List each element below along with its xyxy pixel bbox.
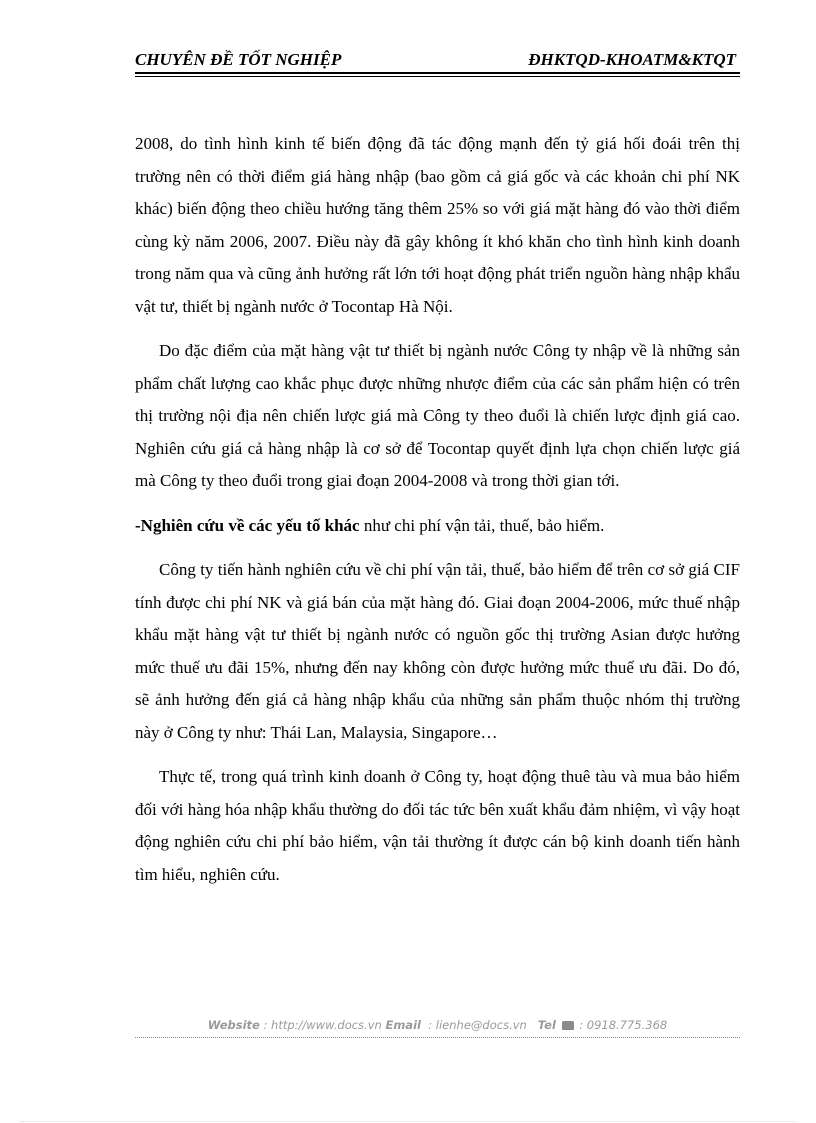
document-body xyxy=(135,128,740,891)
header-title: CHUYÊN ĐỀ TỐT NGHIỆP xyxy=(135,50,342,69)
paragraph-3 xyxy=(135,510,740,543)
footer-website-label: Website xyxy=(207,1018,260,1032)
paragraph-1: 2008, do tình hình kinh tế biến động đã tác động mạnh đến tỷ giá hối đoái trên thị trường nên có thời điểm giá hàng nhập (bao gồm cả giá gốc và các khoản chi phí NK khác) biến động theo chiều hướng tăng thêm 25% so với giá mặt hàng đó vào thời điểm cùng kỳ năm 2006, 2007. Điều này đã gây không ít khó khăn cho tình hình kinh doanh trong năm qua và cũng ảnh hưởng rất lớn tới hoạt động phát triển nguồn hàng nhập khẩu vật tư, thiết bị ngành nước ở Tocontap Hà Nội. xyxy=(135,134,740,316)
paragraph-3-text: như chi phí vận tải, thuế, bảo hiểm. xyxy=(359,515,605,535)
page-footer xyxy=(135,1018,740,1032)
footer-email-sep: : xyxy=(424,1018,436,1032)
page-bottom-border xyxy=(20,1121,796,1122)
page-header xyxy=(135,50,740,72)
header-institution: ĐHKTQD-KHOATM&KTQT xyxy=(528,50,736,69)
footer-tel-label: Tel xyxy=(537,1018,556,1032)
header-rule-thick xyxy=(135,72,740,74)
footer-tel-number: 0918.775.368 xyxy=(586,1018,668,1032)
footer-email-link[interactable]: lienhe@docs.vn xyxy=(435,1018,527,1032)
footer-website-link[interactable]: http://www.docs.vn xyxy=(271,1018,382,1032)
footer-website-sep: : xyxy=(259,1018,272,1032)
footer-tel-sep: : xyxy=(575,1018,587,1032)
header-rule-thin xyxy=(135,76,740,77)
paragraph-5: Thực tế, trong quá trình kinh doanh ở Công ty, hoạt động thuê tàu và mua bảo hiểm đối với hàng hóa nhập khẩu thường do đối tác tức bên xuất khẩu đảm nhiệm, vì vậy hoạt động nghiên cứu chi phí bảo hiểm, vận tải thường ít được cán bộ kinh doanh tiến hành tìm hiểu, nghiên cứu. xyxy=(135,767,740,884)
paragraph-2: Do đặc điểm của mặt hàng vật tư thiết bị ngành nước Công ty nhập về là những sản phẩm chất lượng cao khắc phục được những nhược điểm của các sản phẩm hiện có trên thị trường nội địa nên chiến lược giá mà Công ty theo đuổi là chiến lược định giá cao. Nghiên cứu giá cả hàng nhập là cơ sở để Tocontap quyết định lựa chọn chiến lược giá mà Công ty theo đuổi trong giai đoạn 2004-2008 và trong thời gian tới. xyxy=(135,341,740,490)
phone-icon xyxy=(562,1021,574,1030)
footer-email-label: Email xyxy=(385,1018,421,1032)
footer-rule xyxy=(135,1037,740,1038)
paragraph-3-heading: -Nghiên cứu về các yếu tố khác xyxy=(135,515,360,535)
paragraph-4: Công ty tiến hành nghiên cứu về chi phí vận tải, thuế, bảo hiểm để trên cơ sở giá CIF tính được chi phí NK và giá bán của mặt hàng đó. Giai đoạn 2004-2006, mức thuế nhập khẩu mặt hàng vật tư thiết bị ngành nước có nguồn gốc thị trường Asian được hưởng mức thuế ưu đãi 15%, nhưng đến nay không còn được hưởng mức thuế ưu đãi. Do đó, sẽ ảnh hưởng đến giá cả hàng nhập khẩu của những sản phẩm thuộc nhóm thị trường này ở Công ty như: Thái Lan, Malaysia, Singapore… xyxy=(135,560,740,742)
